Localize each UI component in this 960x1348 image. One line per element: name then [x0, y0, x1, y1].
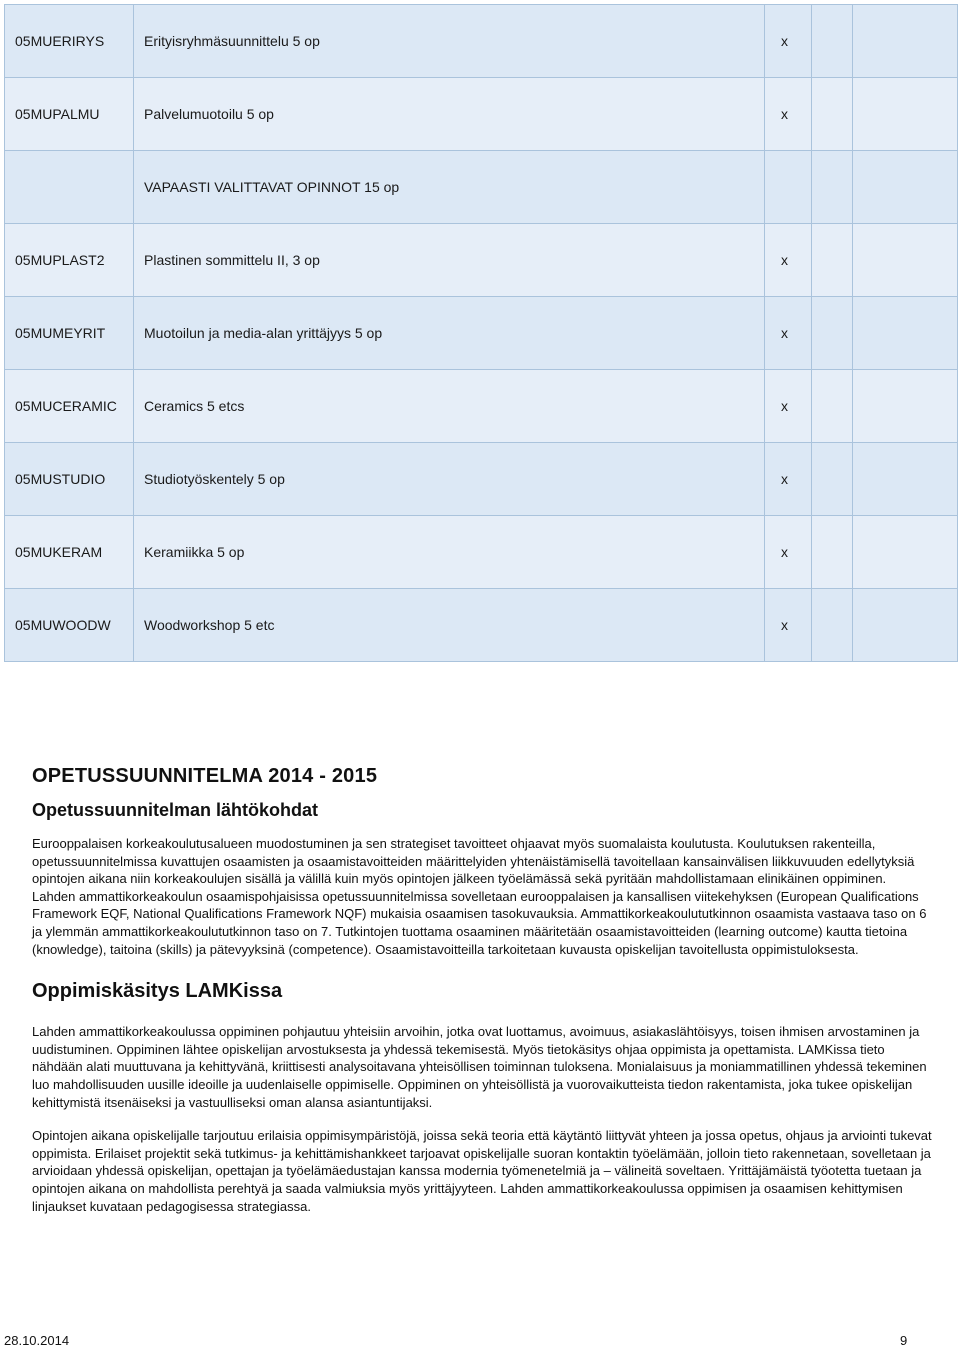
- empty-cell: [812, 516, 853, 589]
- table-row: [5, 443, 958, 516]
- intro-paragraph: Eurooppalaisen korkeakoulutusalueen muodostuminen ja sen strategiset tavoitteet ohjaavat myös suomalaista koulutusta. Koulutuksen rakenteilla, opetussuunnitelmissa kuvattujen osaamisten ja osaamistavoitteiden määrittelyiden yhtenäistämisellä tavoitellaan kansainvälisen liikkuvuuden edellytyksiä opintojen aikana niin korkeakoulujen sisällä ja välillä kuin myös opintojen jälkeen työelämässä sekä pyritään mahdollistamaan elinikäinen oppiminen. Lahden ammattikorkeakoulun osaamispohjaisissa opetussuunnitelmissa sovelletaan eurooppalaisen ja kansallisen viitekehyksen (European Qualifications Framework EQF, National Qualifications Framework NQF) mukaisia osaamisen tasokuvauksia. Ammattikorkeakoulututkinnon osaamista vastaava taso on 6 ja ylemmän ammattikorkeakoulututkinnon taso on 7. Tutkintojen tuottama osaaminen määritetään osaamistavoitteiden (learning outcome) kautta tietoina (knowledge), taitoina (skills) ja pätevyyksinä (competence). Osaamistavoitteilla tarkoitetaan kuvausta opiskelijan tavoitellusta oppimistuloksesta.: [32, 836, 927, 957]
- course-name-cell: Muotoilun ja media-alan yrittäjyys 5 op: [134, 297, 765, 370]
- table-row: [5, 370, 958, 443]
- course-mark-cell: x: [765, 78, 812, 151]
- course-mark-cell: x: [765, 370, 812, 443]
- course-name-cell: Erityisryhmäsuunnittelu 5 op: [134, 5, 765, 78]
- course-name-cell: VAPAASTI VALITTAVAT OPINNOT 15 op: [134, 151, 765, 224]
- empty-cell: [812, 443, 853, 516]
- course-name-cell: Plastinen sommittelu II, 3 op: [134, 224, 765, 297]
- course-name-cell: Woodworkshop 5 etc: [134, 589, 765, 662]
- table-row: [5, 589, 958, 662]
- empty-cell: [812, 78, 853, 151]
- course-code-cell: 05MUKERAM: [5, 516, 134, 589]
- section-paragraph-1: Lahden ammattikorkeakoulussa oppiminen pohjautuu yhteisiin arvoihin, jotka ovat luottamus, avoimuus, asiakaslähtöisyys, toisen ihmisen arvostaminen ja uudistuminen. Oppiminen lähtee opiskelijan arvostuksesta ja yhdessä tekemisestä. Myös tietokäsitys ohjaa oppimista ja opettamista. LAMKissa tieto nähdään alati muuttuvana ja kehittyvänä, kriittisesti analysoitavana yhteisöllisen toiminnan tuloksena. Monialaisuus ja moniammatillinen yhdessä tekeminen luo mahdollisuuden uusille ideoille ja uudenlaiselle oppimiselle. Oppiminen on yhteisöllistä ja vuorovaikutteista tiedon rakentamista, joka tukee opiskelijan kehittymistä itsenäiseksi ja vastuulliseksi oman alansa asiantuntijaksi.: [32, 1024, 927, 1110]
- empty-cell: [853, 5, 958, 78]
- footer-page-number: 9: [900, 1333, 908, 1348]
- table-row: [5, 5, 958, 78]
- course-name-cell: Keramiikka 5 op: [134, 516, 765, 589]
- course-code-cell: 05MUPALMU: [5, 78, 134, 151]
- section-paragraph-2: Opintojen aikana opiskelijalle tarjoutuu erilaisia oppimisympäristöjä, joissa sekä teoria että käytäntö liittyvät yhteen ja jossa opetus, ohjaus ja arviointi tukevat oppimista. Erilaiset projektit sekä tutkimus- ja kehittämishankkeet tarjoavat opiskelijalle suoran kontaktin työelämään, jolloin tieto rakennetaan, sovelletaan ja arvioidaan yhdessä opiskelijan, opettajan ja työelämäedustajan kanssa modernia työmenetelmiä ja – välineitä soveltaen. Yrittäjämäistä työotetta tuetaan ja opintojen aikana on mahdollista perehtyä ja saada valmiuksia myös yrittäjyyteen. Lahden ammattikorkeakoulussa oppimisen ja osaamisen kehittymisen linjaukset kuvataan pedagogisessa strategiassa.: [32, 1128, 932, 1214]
- empty-cell: [853, 224, 958, 297]
- page-title: OPETUSSUUNNITELMA 2014 - 2015: [32, 765, 378, 787]
- table-row: [5, 78, 958, 151]
- footer-date: 28.10.2014: [4, 1333, 70, 1348]
- course-mark-cell: x: [765, 516, 812, 589]
- course-name-cell: Studiotyöskentely 5 op: [134, 443, 765, 516]
- course-mark-cell: x: [765, 5, 812, 78]
- course-mark-cell: x: [765, 224, 812, 297]
- section-heading: Oppimiskäsitys LAMKissa: [32, 980, 283, 1003]
- course-code-cell: 05MUERIRYS: [5, 5, 134, 78]
- course-table-body: [5, 5, 958, 662]
- empty-cell: [812, 589, 853, 662]
- empty-cell: [812, 370, 853, 443]
- subtitle: Opetussuunnitelman lähtökohdat: [32, 800, 319, 820]
- table-row: [5, 151, 958, 224]
- empty-cell: [812, 224, 853, 297]
- course-mark-cell: x: [765, 297, 812, 370]
- course-table: [4, 4, 958, 662]
- course-code-cell: [5, 151, 134, 224]
- course-name-cell: Palvelumuotoilu 5 op: [134, 78, 765, 151]
- course-code-cell: 05MUMEYRIT: [5, 297, 134, 370]
- empty-cell: [853, 589, 958, 662]
- empty-cell: [853, 443, 958, 516]
- empty-cell: [853, 516, 958, 589]
- course-code-cell: 05MUSTUDIO: [5, 443, 134, 516]
- empty-cell: [853, 370, 958, 443]
- document-content: [32, 765, 932, 1215]
- course-name-cell: Ceramics 5 etcs: [134, 370, 765, 443]
- table-row: [5, 516, 958, 589]
- empty-cell: [853, 78, 958, 151]
- table-row: [5, 224, 958, 297]
- empty-cell: [812, 5, 853, 78]
- course-mark-cell: x: [765, 589, 812, 662]
- course-code-cell: 05MUCERAMIC: [5, 370, 134, 443]
- empty-cell: [853, 297, 958, 370]
- empty-cell: [853, 151, 958, 224]
- course-code-cell: 05MUPLAST2: [5, 224, 134, 297]
- empty-cell: [812, 297, 853, 370]
- empty-cell: [812, 151, 853, 224]
- course-mark-cell: x: [765, 443, 812, 516]
- course-mark-cell: [765, 151, 812, 224]
- course-code-cell: 05MUWOODW: [5, 589, 134, 662]
- table-row: [5, 297, 958, 370]
